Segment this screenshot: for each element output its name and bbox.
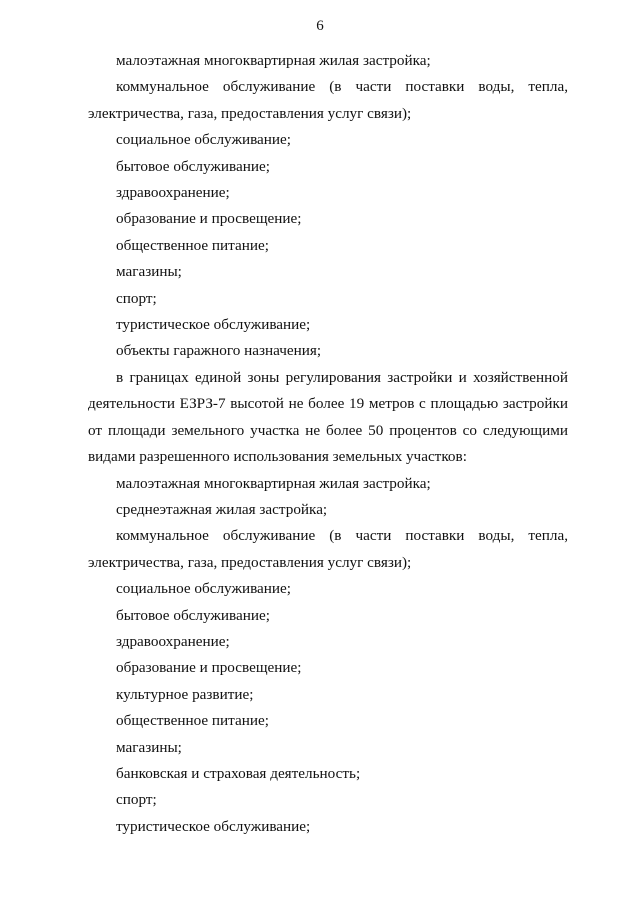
paragraph: коммунальное обслуживание (в части поставки воды, тепла, электричества, газа, предоставления услуг связи); [88, 527, 568, 571]
paragraph: здравоохранение; [116, 184, 230, 202]
paragraph: туристическое обслуживание; [116, 817, 311, 835]
document-body [88, 48, 568, 840]
paragraph: бытовое обслуживание; [116, 606, 270, 624]
paragraph: спорт; [116, 289, 157, 307]
paragraph: культурное развитие; [116, 685, 254, 703]
paragraph: здравоохранение; [116, 632, 230, 650]
paragraph: малоэтажная многоквартирная жилая застройка; [116, 474, 431, 492]
paragraph: социальное обслуживание; [116, 580, 291, 598]
paragraph: образование и просвещение; [116, 659, 302, 677]
paragraph: малоэтажная многоквартирная жилая застройка; [116, 52, 431, 69]
paragraph: среднеэтажная жилая застройка; [116, 500, 328, 518]
paragraph: магазины; [116, 738, 182, 756]
paragraph: социальное обслуживание; [116, 131, 291, 149]
paragraph: общественное питание; [116, 236, 269, 254]
paragraph: в границах единой зоны регулирования застройки и хозяйственной деятельности ЕЗРЗ-7 высотой не более 19 метров с площадью застройки от площади земельного участка не более 50 процентов со следующими видами разрешенного использования земельных участков: [88, 368, 568, 466]
page-number: 6 [316, 18, 324, 34]
paragraph: коммунальное обслуживание (в части поставки воды, тепла, электричества, газа, предоставления услуг связи); [88, 78, 568, 122]
paragraph: общественное питание; [116, 712, 269, 730]
paragraph: бытовое обслуживание; [116, 157, 270, 175]
paragraph: туристическое обслуживание; [116, 316, 311, 334]
paragraph: магазины; [116, 263, 182, 281]
paragraph: спорт; [116, 791, 157, 809]
paragraph: банковская и страховая деятельность; [116, 764, 361, 782]
paragraph: объекты гаражного назначения; [116, 342, 322, 360]
paragraph: образование и просвещение; [116, 210, 302, 228]
